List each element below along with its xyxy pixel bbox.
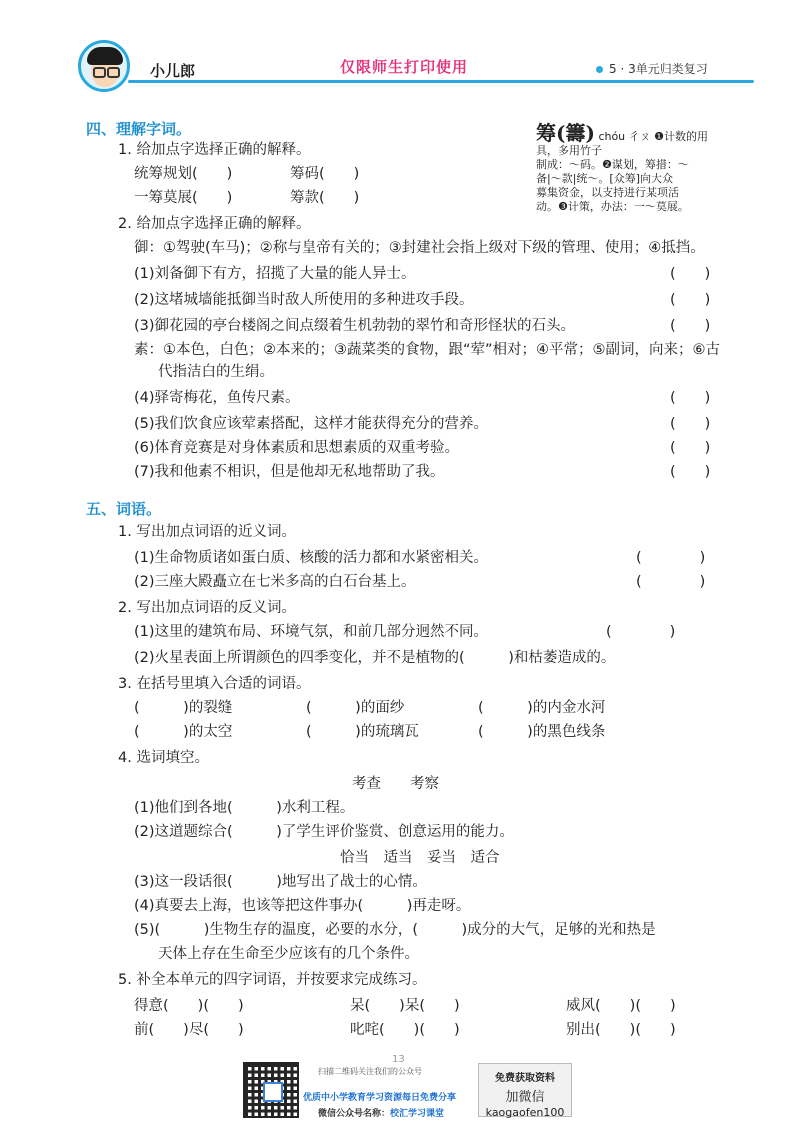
question-text: (3)御花园的亭台楼阁之间点缀着生机勃勃的翠竹和奇形怪状的石头。 — [134, 318, 576, 334]
question-text: (4)驿寄梅花，鱼传尺素。 — [134, 390, 300, 406]
question-text[interactable]: (1)他们到各地( )水利工程。 — [134, 800, 355, 816]
answer-item[interactable]: 前( )尽( ) — [134, 1022, 244, 1038]
question-text: 1. 写出加点词语的近义词。 — [118, 524, 296, 540]
question-text: 3. 在括号里填入合适的词语。 — [118, 676, 311, 692]
answer-item[interactable]: ( )的内金水河 — [478, 700, 606, 716]
question-text: 2. 写出加点词语的反义词。 — [118, 600, 296, 616]
answer-item[interactable]: ( )的裂缝 — [134, 700, 233, 716]
answer-blank[interactable]: ( ) — [670, 266, 711, 282]
print-notice: 仅限师生打印使用 — [340, 58, 469, 76]
question-text[interactable]: (5)( )生物生存的温度，必要的水分，( )成分的大气，足够的光和热是 — [134, 922, 656, 938]
question-text: (6)体育竞赛是对身体素质和思想素质的双重考验。 — [134, 440, 460, 456]
qr-code-icon[interactable] — [243, 1062, 299, 1118]
question-text: (1)这里的建筑布局、环境气氛，和前几部分迥然不同。 — [134, 624, 489, 640]
answer-item[interactable]: 筹款( ) — [290, 190, 360, 206]
question-text: 5. 补全本单元的四字词语，并按要求完成练习。 — [118, 972, 427, 988]
answer-item[interactable]: ( )的太空 — [134, 724, 233, 740]
box-label: 免费获取资料 — [495, 1073, 555, 1084]
answer-item[interactable]: ( )的黑色线条 — [478, 724, 606, 740]
dictionary-entry: 筹(籌) chóu 彳ㄡ ❶计数的用具，多用竹子 制成：～码。❷谋划，筹措：～ 备|～款|统～。[众筹]向大众 募集资金，以支持进行某项活 动。❸计策，办法：一～莫展。 — [536, 121, 709, 213]
footer-text: 微信公众号名称：校汇学习课堂 — [318, 1109, 445, 1119]
answer-item[interactable]: 得意( )( ) — [134, 998, 244, 1014]
question-text: (5)我们饮食应该荤素搭配，这样才能获得充分的营养。 — [134, 416, 489, 432]
question-text: (7)我和他素不相识，但是他却无私地帮助了我。 — [134, 464, 445, 480]
answer-blank[interactable]: ( ) — [670, 416, 711, 432]
brand-name: 小儿郎 — [150, 62, 196, 80]
answer-blank[interactable]: ( ) — [670, 292, 711, 308]
question-text: (2)三座大殿矗立在七米多高的白石台基上。 — [134, 574, 416, 590]
answer-blank[interactable]: ( ) — [636, 550, 706, 566]
answer-item[interactable]: 别出( )( ) — [566, 1022, 676, 1038]
answer-item[interactable]: 呆( )呆( ) — [350, 998, 460, 1014]
question-text: (1)生命物质诸如蛋白质、核酸的活力都和水紧密相关。 — [134, 550, 489, 566]
answer-blank[interactable]: ( ) — [670, 318, 711, 334]
question-text[interactable]: (3)这一段话很( )地写出了战士的心情。 — [134, 874, 427, 890]
definition-text: 代指洁白的生绢。 — [158, 364, 274, 380]
word-choices: 考查 考察 — [352, 776, 439, 792]
definition-text: 素：①本色，白色；②本来的；③蔬菜类的食物，跟“荤”相对；④平常；⑤副词，向来；⑥古 — [134, 342, 721, 358]
bullet-icon — [596, 66, 603, 73]
header-divider — [128, 80, 754, 83]
question-text: 4. 选词填空。 — [118, 750, 209, 766]
answer-item[interactable]: 叱咤( )( ) — [350, 1022, 460, 1038]
word-choices: 恰当 适当 妥当 适合 — [340, 850, 500, 866]
wechat-box[interactable] — [478, 1063, 572, 1117]
question-text: 天体上存在生命至少应该有的几个条件。 — [158, 946, 419, 962]
answer-item[interactable]: ( )的面纱 — [306, 700, 405, 716]
footer-text: 扫描二维码关注我们的公众号 — [318, 1067, 422, 1076]
section-five-title: 五、词语。 — [86, 500, 162, 518]
answer-item[interactable]: 筹码( ) — [290, 166, 360, 182]
footer-text: 优质中小学教育学习资源每日免费分享 — [303, 1093, 457, 1103]
unit-title: 5 · 3单元归类复习 — [596, 60, 708, 77]
page-header — [0, 0, 800, 90]
answer-item[interactable]: ( )的琉璃瓦 — [306, 724, 419, 740]
question-text[interactable]: (2)火星表面上所谓颜色的四季变化，并不是植物的( )和枯萎造成的。 — [134, 650, 616, 666]
question-text: (1)刘备御下有方，招揽了大量的能人异士。 — [134, 266, 416, 282]
question-text: (2)这堵城墙能抵御当时敌人所使用的多种进攻手段。 — [134, 292, 474, 308]
question-text: 1. 给加点字选择正确的解释。 — [118, 142, 311, 158]
answer-item[interactable]: 统筹规划( ) — [134, 166, 233, 182]
answer-blank[interactable]: ( ) — [636, 574, 706, 590]
question-text[interactable]: (4)真要去上海，也该等把这件事办( )再走呀。 — [134, 898, 471, 914]
answer-blank[interactable]: ( ) — [606, 624, 676, 640]
answer-blank[interactable]: ( ) — [670, 440, 711, 456]
definition-text: 御：①驾驶(车马)；②称与皇帝有关的；③封建社会指上级对下级的管理、使用；④抵挡。 — [134, 240, 705, 256]
mascot-logo-icon — [78, 40, 130, 92]
answer-blank[interactable]: ( ) — [670, 390, 711, 406]
answer-item[interactable]: 一筹莫展( ) — [134, 190, 233, 206]
page-number: 13 — [392, 1054, 405, 1065]
answer-blank[interactable]: ( ) — [670, 464, 711, 480]
section-four-title: 四、理解字词。 — [86, 120, 192, 138]
question-text: 2. 给加点字选择正确的解释。 — [118, 216, 311, 232]
answer-item[interactable]: 威风( )( ) — [566, 998, 676, 1014]
question-text[interactable]: (2)这道题综合( )了学生评价鉴赏、创意运用的能力。 — [134, 824, 514, 840]
box-label: 加微信 — [505, 1090, 545, 1105]
box-label: kaogaofen100 — [485, 1106, 565, 1119]
